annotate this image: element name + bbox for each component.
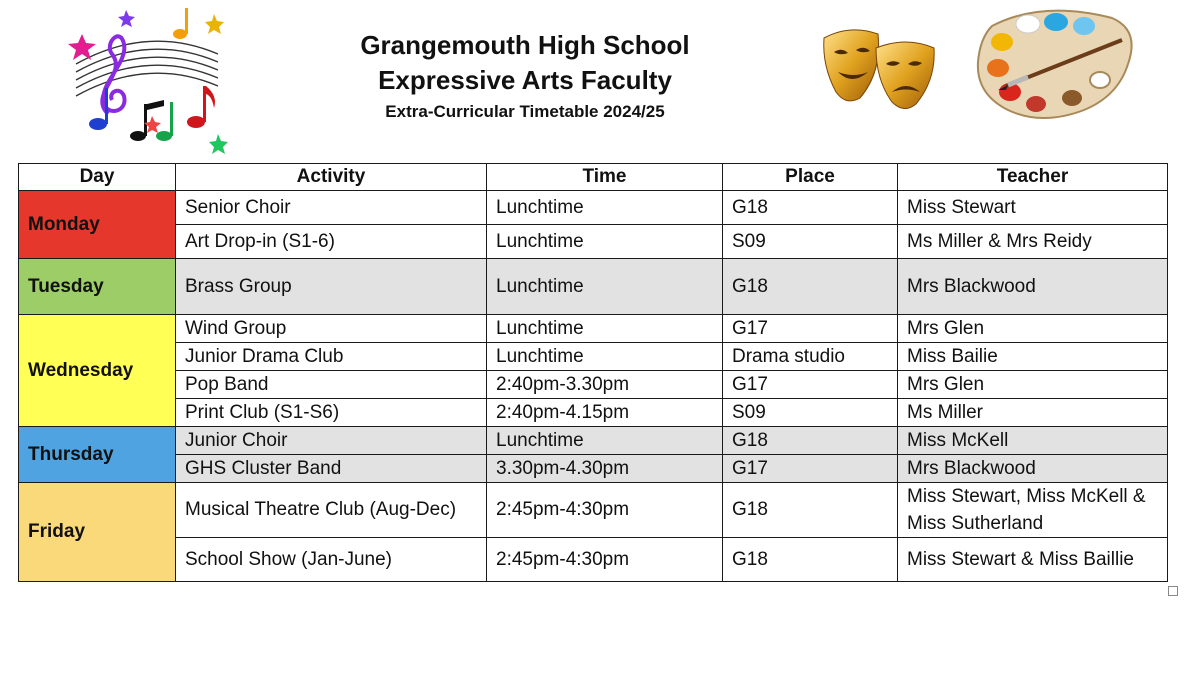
place-cell: G18 [723,483,898,538]
col-header-activity: Activity [176,164,487,191]
table-row [19,315,1168,343]
time-cell: Lunchtime [487,259,723,315]
table-row [19,191,1168,225]
table-row [19,483,1168,538]
day-cell-thursday: Thursday [19,427,176,483]
school-name: Grangemouth High School [360,30,690,60]
resize-handle[interactable] [1168,586,1178,596]
teacher-cell: Miss Bailie [898,343,1168,371]
day-cell-wednesday: Wednesday [19,315,176,427]
table-row [19,371,1168,399]
faculty-name: Expressive Arts Faculty [378,65,672,95]
day-cell-friday: Friday [19,483,176,582]
activity-cell: Senior Choir [176,191,487,225]
teacher-cell: Miss McKell [898,427,1168,455]
place-cell: S09 [723,399,898,427]
timetable-subtitle: Extra-Curricular Timetable 2024/25 [385,102,665,121]
teacher-cell: Mrs Blackwood [898,455,1168,483]
col-header-day: Day [19,164,176,191]
timetable [18,163,1168,582]
activity-cell: Wind Group [176,315,487,343]
time-cell: 2:40pm-4.15pm [487,399,723,427]
teacher-cell: Mrs Glen [898,315,1168,343]
activity-cell: GHS Cluster Band [176,455,487,483]
teacher-cell: Miss Stewart [898,191,1168,225]
activity-cell: Pop Band [176,371,487,399]
table-row [19,455,1168,483]
day-cell-tuesday: Tuesday [19,259,176,315]
activity-cell: Junior Drama Club [176,343,487,371]
time-cell: 2:45pm-4:30pm [487,483,723,538]
theatre-masks-icon [820,22,940,114]
music-notes-collage-icon [68,4,230,156]
activity-cell: School Show (Jan-June) [176,538,487,582]
col-header-place: Place [723,164,898,191]
table-row [19,427,1168,455]
title-block [280,28,770,126]
table-row [19,399,1168,427]
time-cell: 3.30pm-4.30pm [487,455,723,483]
place-cell: Drama studio [723,343,898,371]
time-cell: Lunchtime [487,343,723,371]
place-cell: G18 [723,259,898,315]
teacher-cell: Ms Miller & Mrs Reidy [898,225,1168,259]
teacher-cell: Mrs Blackwood [898,259,1168,315]
activity-cell: Art Drop-in (S1-6) [176,225,487,259]
table-row [19,538,1168,582]
header-row [19,164,1168,191]
time-cell: Lunchtime [487,315,723,343]
table-row [19,225,1168,259]
table-row [19,259,1168,315]
place-cell: G17 [723,315,898,343]
time-cell: 2:40pm-3.30pm [487,371,723,399]
place-cell: G18 [723,538,898,582]
teacher-cell: Miss Stewart, Miss McKell & Miss Sutherland [898,483,1168,538]
time-cell: 2:45pm-4:30pm [487,538,723,582]
teacher-cell: Miss Stewart & Miss Baillie [898,538,1168,582]
place-cell: G18 [723,427,898,455]
place-cell: G18 [723,191,898,225]
place-cell: G17 [723,371,898,399]
time-cell: Lunchtime [487,427,723,455]
table-row [19,343,1168,371]
place-cell: S09 [723,225,898,259]
time-cell: Lunchtime [487,225,723,259]
activity-cell: Print Club (S1-S6) [176,399,487,427]
col-header-time: Time [487,164,723,191]
time-cell: Lunchtime [487,191,723,225]
activity-cell: Musical Theatre Club (Aug-Dec) [176,483,487,538]
paint-palette-icon [972,6,1138,124]
teacher-cell: Mrs Glen [898,371,1168,399]
teacher-cell: Ms Miller [898,399,1168,427]
activity-cell: Brass Group [176,259,487,315]
activity-cell: Junior Choir [176,427,487,455]
day-cell-monday: Monday [19,191,176,259]
col-header-teacher: Teacher [898,164,1168,191]
place-cell: G17 [723,455,898,483]
